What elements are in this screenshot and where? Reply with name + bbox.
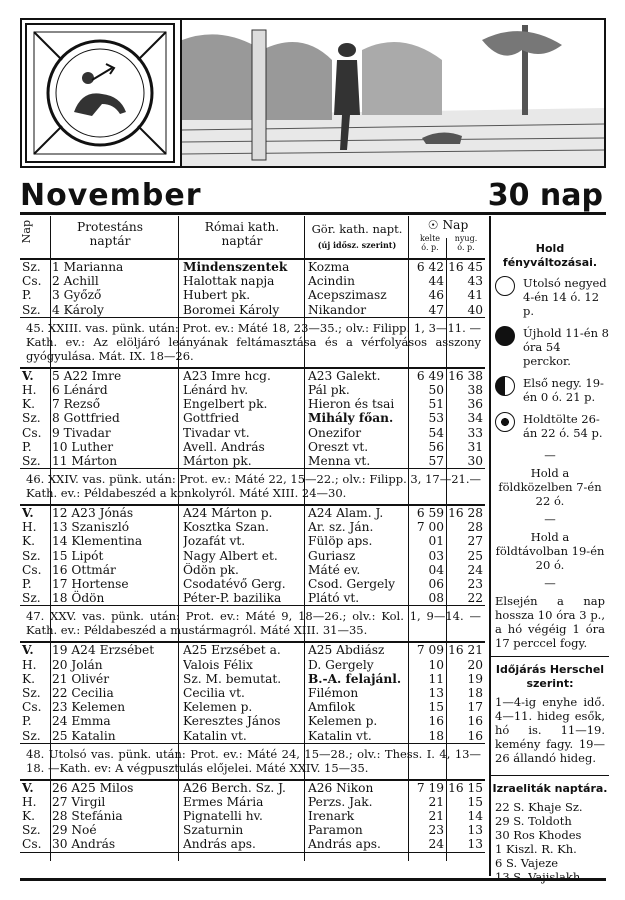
sunrise: 16 [428, 714, 444, 729]
sidebar-dash: — [544, 448, 556, 462]
week-block [20, 781, 485, 853]
greek-name: Kelemen p. [308, 714, 378, 729]
greek-name: Menna vt. [308, 453, 371, 468]
sunrise: 06 [428, 577, 444, 591]
sunrise: 21 [428, 809, 444, 824]
rule-col5 [446, 238, 447, 861]
weekday: H. [22, 382, 37, 397]
roman-name: A24 Márton p. [183, 506, 273, 521]
sunrise: 24 [428, 837, 444, 852]
moon-phases [491, 276, 609, 440]
sunrise: 47 [428, 302, 444, 317]
weekday: Sz. [22, 453, 41, 468]
protestant-name: 2 Achill [52, 274, 99, 289]
roman-name: Cecilia vt. [183, 685, 245, 700]
rule-col4 [408, 216, 409, 861]
sunset: 17 [467, 700, 483, 715]
roman-name: Lénárd hv. [183, 382, 249, 397]
protestant-name: 14 Klementina [52, 534, 143, 549]
greek-name: B.-A. felajánl. [308, 671, 402, 686]
greek-name: András aps. [308, 837, 381, 852]
roman-name: Gottfried [183, 411, 240, 426]
weekday: P. [22, 577, 32, 591]
roman-name: Halottak napja [183, 274, 275, 289]
weekday: Sz. [22, 548, 41, 563]
day-row [20, 563, 485, 577]
israelite-item: 29 S. Toldoth [495, 814, 572, 828]
roman-name: András aps. [183, 837, 256, 852]
sunset: 43 [467, 274, 483, 289]
greek-name: Guriasz [308, 548, 356, 563]
gospel-note: 48. Utolsó vas. pünk. után: Prot. ev.: Máté 24, 15—28.; olv.: Thess. I. 4, 13—18. —Kath. ev: A végpusztulás előjelei. Máté XXIV. 15—35. [20, 744, 485, 781]
greek-name: Fülöp aps. [308, 534, 373, 549]
protestant-name: 18 Ödön [52, 591, 105, 606]
protestant-name: 30 András [52, 837, 116, 852]
sunrise: 18 [428, 728, 444, 743]
roman-name: Márton pk. [183, 453, 252, 468]
greek-name: Nikandor [308, 302, 367, 317]
greek-name: A24 Alam. J. [308, 506, 384, 521]
sunrise: 04 [428, 562, 444, 577]
days-count: 30 nap [487, 178, 603, 213]
protestant-name: 29 Noé [52, 823, 97, 838]
roman-name: Nagy Albert et. [183, 548, 278, 563]
israelite-item: 6 S. Vajeze [495, 856, 559, 870]
roman-name: Szaturnin [183, 823, 244, 838]
roman-name: Mindenszentek [183, 260, 288, 274]
moon-apogee: Hold a földtávolban 19-én 20 ó. [495, 530, 605, 572]
greek-name: D. Gergely [308, 657, 374, 672]
sunset: 20 [467, 657, 483, 672]
sunrise: 03 [428, 548, 444, 563]
protestant-name: 22 Cecilia [52, 685, 114, 700]
day-row [20, 303, 485, 317]
roman-name: Valois Félix [183, 657, 253, 672]
sunrise: 46 [428, 288, 444, 303]
sunset: 13 [467, 823, 483, 838]
sunrise: 01 [428, 534, 444, 549]
day-row [20, 729, 485, 743]
roman-name: Hubert pk. [183, 288, 251, 303]
moon-phase [495, 376, 609, 404]
month-title: November [20, 178, 202, 213]
day-row [20, 686, 485, 700]
roman-name: A26 Berch. Sz. J. [183, 780, 286, 795]
greek-name: Katalin vt. [308, 728, 372, 743]
sunset: 34 [467, 411, 483, 426]
protestant-name: 13 Szaniszló [52, 520, 130, 535]
header-sun: ☉ Nap [427, 218, 469, 232]
sidebar-dash: — [544, 576, 556, 590]
sunrise: 21 [428, 794, 444, 809]
weekday: K. [22, 397, 35, 412]
weekday: V. [22, 643, 34, 658]
greek-name: Hieron és tsai [308, 397, 395, 412]
protestant-name: 5 A22 Imre [52, 368, 122, 383]
weekday: Sz. [22, 302, 41, 317]
protestant-name: 1 Marianna [52, 260, 124, 274]
sunrise: 50 [428, 382, 444, 397]
gospel-note: 46. XXIV. vas. pünk. után: Prot. ev.: Máté 22, 15—22.; olv.: Filipp. 3, 17—21.— Kath. ev.: Példabeszéd a konkolyról. Máté XIII. 24—30. [20, 469, 485, 506]
sidebar-separator [491, 656, 609, 657]
roman-name: Sz. M. bemutat. [183, 671, 282, 686]
week-block [20, 643, 485, 743]
roman-name: Boromei Károly [183, 302, 280, 317]
day-row [20, 809, 485, 823]
weekday: V. [22, 506, 34, 521]
sunset: 23 [467, 577, 483, 591]
rule-col1 [50, 216, 51, 861]
weeks [20, 260, 485, 853]
day-row [20, 714, 485, 728]
day-row [20, 549, 485, 563]
moon-phase [495, 412, 609, 440]
day-row [20, 658, 485, 672]
header-greek-sub: (új idősz. szerint) [317, 240, 397, 250]
weekday: K. [22, 809, 35, 824]
weekday: K. [22, 534, 35, 549]
day-row [20, 781, 485, 795]
sunset: 15 [467, 794, 483, 809]
weekday: Cs. [22, 274, 42, 289]
sunrise: 51 [428, 397, 444, 412]
sunset: 16 [467, 714, 483, 729]
day-row [20, 411, 485, 425]
moon-phase [495, 326, 609, 368]
weekday: H. [22, 794, 37, 809]
greek-name: Plátó vt. [308, 591, 360, 606]
weekday: Sz. [22, 823, 41, 838]
header-greek: Gör. kath. napt. [311, 222, 403, 236]
sunset: 30 [467, 453, 483, 468]
day-row [20, 643, 485, 657]
sunrise: 10 [428, 657, 444, 672]
new-moon-icon [495, 326, 515, 346]
sunset: 16 15 [448, 780, 483, 795]
day-row [20, 383, 485, 397]
roman-name: Jozafát vt. [183, 534, 246, 549]
weekday: Sz. [22, 591, 41, 606]
roman-name: A25 Erzsébet a. [183, 643, 281, 658]
weekday: K. [22, 671, 35, 686]
greek-name: Perzs. Jak. [308, 794, 373, 809]
sidebar-separator [491, 775, 609, 776]
greek-name: Onezifor [308, 425, 362, 440]
protestant-name: 17 Hortense [52, 577, 129, 591]
gospel-note: 47. XXV. vas. pünk. után: Prot. ev.: Máté 9, 18—26.; olv.: Kol. 1, 9—14. — Kath. ev.: Példabeszéd a mustármagról. Máté XIII. 31—35. [20, 606, 485, 643]
sunrise: 15 [428, 700, 444, 715]
israelite-item: 30 Ros Khodes [495, 828, 582, 842]
greek-name: Máté ev. [308, 562, 361, 577]
day-row [20, 672, 485, 686]
weekday: H. [22, 520, 37, 535]
protestant-name: 25 Katalin [52, 728, 116, 743]
weekday: Sz. [22, 728, 41, 743]
protestant-name: 8 Gottfried [52, 411, 120, 426]
protestant-name: 16 Ottmár [52, 562, 116, 577]
day-row [20, 534, 485, 548]
sunset: 16 21 [448, 643, 483, 658]
sunrise: 11 [428, 671, 444, 686]
sunset: 36 [467, 397, 483, 412]
day-row [20, 454, 485, 468]
day-row [20, 288, 485, 302]
sunrise: 7 00 [416, 520, 444, 535]
israelite-item: 13 S. Vajislakh [495, 870, 581, 884]
day-row [20, 837, 485, 851]
roman-name: Kosztka Szan. [183, 520, 269, 535]
roman-name: Kelemen p. [183, 700, 253, 715]
roman-name: Péter-P. bazilika [183, 591, 282, 606]
sunrise: 7 09 [416, 643, 444, 658]
protestant-name: 11 Márton [52, 453, 118, 468]
greek-name: Mihály főan. [308, 411, 394, 426]
protestant-name: 6 Lénárd [52, 382, 108, 397]
moon-phase-text: Újhold 11-én 8 óra 54 perckor. [523, 326, 609, 368]
day-row [20, 823, 485, 837]
week-block [20, 506, 485, 606]
sunset: 33 [467, 425, 483, 440]
sunrise: 56 [428, 439, 444, 454]
weekday: Cs. [22, 837, 42, 852]
day-row [20, 795, 485, 809]
day-row [20, 520, 485, 534]
weekday: Cs. [22, 425, 42, 440]
sunset: 27 [467, 534, 483, 549]
moon-phase-text: Holdtölte 26-án 22 ó. 54 p. [523, 412, 603, 440]
roman-name: Ermes Mária [183, 794, 264, 809]
full-moon-icon [495, 412, 515, 432]
sunrise: 23 [428, 823, 444, 838]
greek-name: Pál pk. [308, 382, 350, 397]
hunter-scene [182, 20, 604, 166]
sunset: 28 [467, 520, 483, 535]
protestant-name: 27 Virgil [52, 794, 106, 809]
israelite-title: Izraeliták naptára. [492, 782, 608, 795]
sunset: 24 [467, 562, 483, 577]
sidebar-dash: — [544, 512, 556, 526]
israelite-list [491, 796, 609, 888]
sunrise: 44 [428, 274, 444, 289]
weekday: P. [22, 439, 32, 454]
roman-name: Pignatelli hv. [183, 809, 263, 824]
roman-name: Tivadar vt. [183, 425, 250, 440]
sunset: 16 [467, 728, 483, 743]
greek-name: Oreszt vt. [308, 439, 369, 454]
roman-name: Csodatévő Gerg. [183, 577, 286, 591]
greek-name: Acindin [308, 274, 355, 289]
sunset: 40 [467, 302, 483, 317]
moon-phase-text: Első negy. 19-én 0 ó. 21 p. [523, 376, 604, 404]
roman-name: A23 Imre hcg. [183, 368, 271, 383]
day-row [20, 591, 485, 605]
day-row [20, 274, 485, 288]
protestant-name: 3 Győző [52, 288, 102, 303]
protestant-name: 9 Tivadar [52, 425, 111, 440]
protestant-name: 26 A25 Milos [52, 780, 134, 795]
moon-perigee: Hold a földközelben 7-én 22 ó. [498, 466, 602, 508]
zodiac-emblem [22, 20, 182, 166]
weekday: Sz. [22, 685, 41, 700]
protestant-name: 20 Jolán [52, 657, 103, 672]
israelite-item: 22 S. Khaje Sz. [495, 800, 583, 814]
greek-name: Acepszimasz [308, 288, 387, 303]
weekday: Cs. [22, 700, 42, 715]
sunrise: 7 19 [416, 780, 444, 795]
gospel-note: 45. XXIII. vas. pünk. után: Prot. ev.: Máté 18, 23—35.; olv.: Filipp. 1, 3—11. — Kath. ev.: Az elöljáró leányának feltámasztása és a vérfolyásos asszony gyógyulása. Mát. IX. 18—26. [20, 318, 485, 369]
greek-name: A23 Galekt. [308, 368, 381, 383]
sunset: 19 [467, 671, 483, 686]
greek-name: Irenark [308, 809, 355, 824]
sunset: 16 28 [448, 506, 483, 521]
day-row [20, 700, 485, 714]
sunrise: 6 59 [416, 506, 444, 521]
protestant-name: 12 A23 Jónás [52, 506, 134, 521]
greek-name: Kozma [308, 260, 350, 274]
header-protestant: Protestáns naptár [77, 220, 143, 248]
greek-name: Paramon [308, 823, 363, 838]
protestant-name: 24 Emma [52, 714, 111, 729]
roman-name: Katalin vt. [183, 728, 247, 743]
weekday: P. [22, 288, 32, 303]
weekday: V. [22, 780, 34, 795]
roman-name: Avell. András [183, 439, 265, 454]
sunrise: 08 [428, 591, 444, 606]
week-block [20, 369, 485, 469]
greek-name: A26 Nikon [308, 780, 374, 795]
protestant-name: 15 Lipót [52, 548, 104, 563]
sunrise: 13 [428, 685, 444, 700]
protestant-name: 19 A24 Erzsébet [52, 643, 155, 658]
israelite-item: 1 Kiszl. R. Kh. [495, 842, 577, 856]
sidebar [489, 216, 609, 884]
sunrise: 6 42 [416, 260, 444, 274]
header-roman: Római kath. naptár [204, 220, 280, 248]
protestant-name: 21 Olivér [52, 671, 110, 686]
sunrise: 53 [428, 411, 444, 426]
day-row [20, 506, 485, 520]
moon-phases-title: Hold fényváltozásai. [502, 242, 598, 269]
sunset: 16 45 [448, 260, 483, 274]
sunset: 22 [467, 591, 483, 606]
moon-phase-text: Utolsó negyed 4-én 14 ó. 12 p. [523, 276, 607, 318]
header-rise: kelte ó. p. [419, 234, 441, 252]
calendar-table [20, 216, 485, 853]
day-length: Elsején a nap hossza 10 óra 3 p., a hó végéig 1 óra 17 perccel fogy. [495, 594, 605, 650]
first-quarter-icon [495, 376, 515, 396]
greek-name: Csod. Gergely [308, 577, 396, 591]
roman-name: Ödön pk. [183, 562, 239, 577]
sunset: 41 [467, 288, 483, 303]
column-headers [20, 216, 485, 260]
greek-name: Ar. sz. Ján. [308, 520, 374, 535]
sunset: 13 [467, 837, 483, 852]
bottom-rule [20, 878, 606, 881]
day-row [20, 426, 485, 440]
rule-col2 [178, 216, 179, 861]
protestant-name: 28 Stefánia [52, 809, 123, 824]
weekday: Cs. [22, 562, 42, 577]
sunset: 14 [467, 809, 483, 824]
sunset: 16 38 [448, 368, 483, 383]
day-row [20, 440, 485, 454]
sunrise: 6 49 [416, 368, 444, 383]
full-moon-icon [495, 276, 515, 296]
day-row [20, 397, 485, 411]
greek-name: A25 Abdiász [308, 643, 385, 658]
sunset: 25 [467, 548, 483, 563]
greek-name: Amfilok [308, 700, 356, 715]
protestant-name: 10 Luther [52, 439, 114, 454]
roman-name: Engelbert pk. [183, 397, 268, 412]
weekday: Sz. [22, 260, 41, 274]
protestant-name: 7 Rezső [52, 397, 101, 412]
weekday: P. [22, 714, 32, 729]
roman-name: Keresztes János [183, 714, 281, 729]
sunrise: 57 [428, 453, 444, 468]
weather-title: Időjárás Herschel szerint: [495, 663, 605, 690]
greek-name: Filémon [308, 685, 359, 700]
day-row [20, 577, 485, 591]
protestant-name: 23 Kelemen [52, 700, 126, 715]
title-rule [20, 212, 606, 215]
header-set: nyug. ó. p. [454, 234, 478, 252]
rule-col3 [304, 216, 305, 861]
protestant-name: 4 Károly [52, 302, 104, 317]
sunset: 38 [467, 382, 483, 397]
weather-text: 1—4-ig enyhe idő. 4—11. hideg esők, hó is. 11—19. kemény fagy. 19—26 állandó hideg. [495, 695, 605, 765]
day-row [20, 369, 485, 383]
header-nap: Nap [20, 220, 33, 244]
sunset: 31 [467, 439, 483, 454]
week-block [20, 260, 485, 318]
weekday: V. [22, 368, 34, 383]
header-illustration [20, 18, 606, 168]
sunset: 18 [467, 685, 483, 700]
moon-phase [495, 276, 609, 318]
day-row [20, 260, 485, 274]
weekday: Sz. [22, 411, 41, 426]
sunrise: 54 [428, 425, 444, 440]
weekday: H. [22, 657, 37, 672]
